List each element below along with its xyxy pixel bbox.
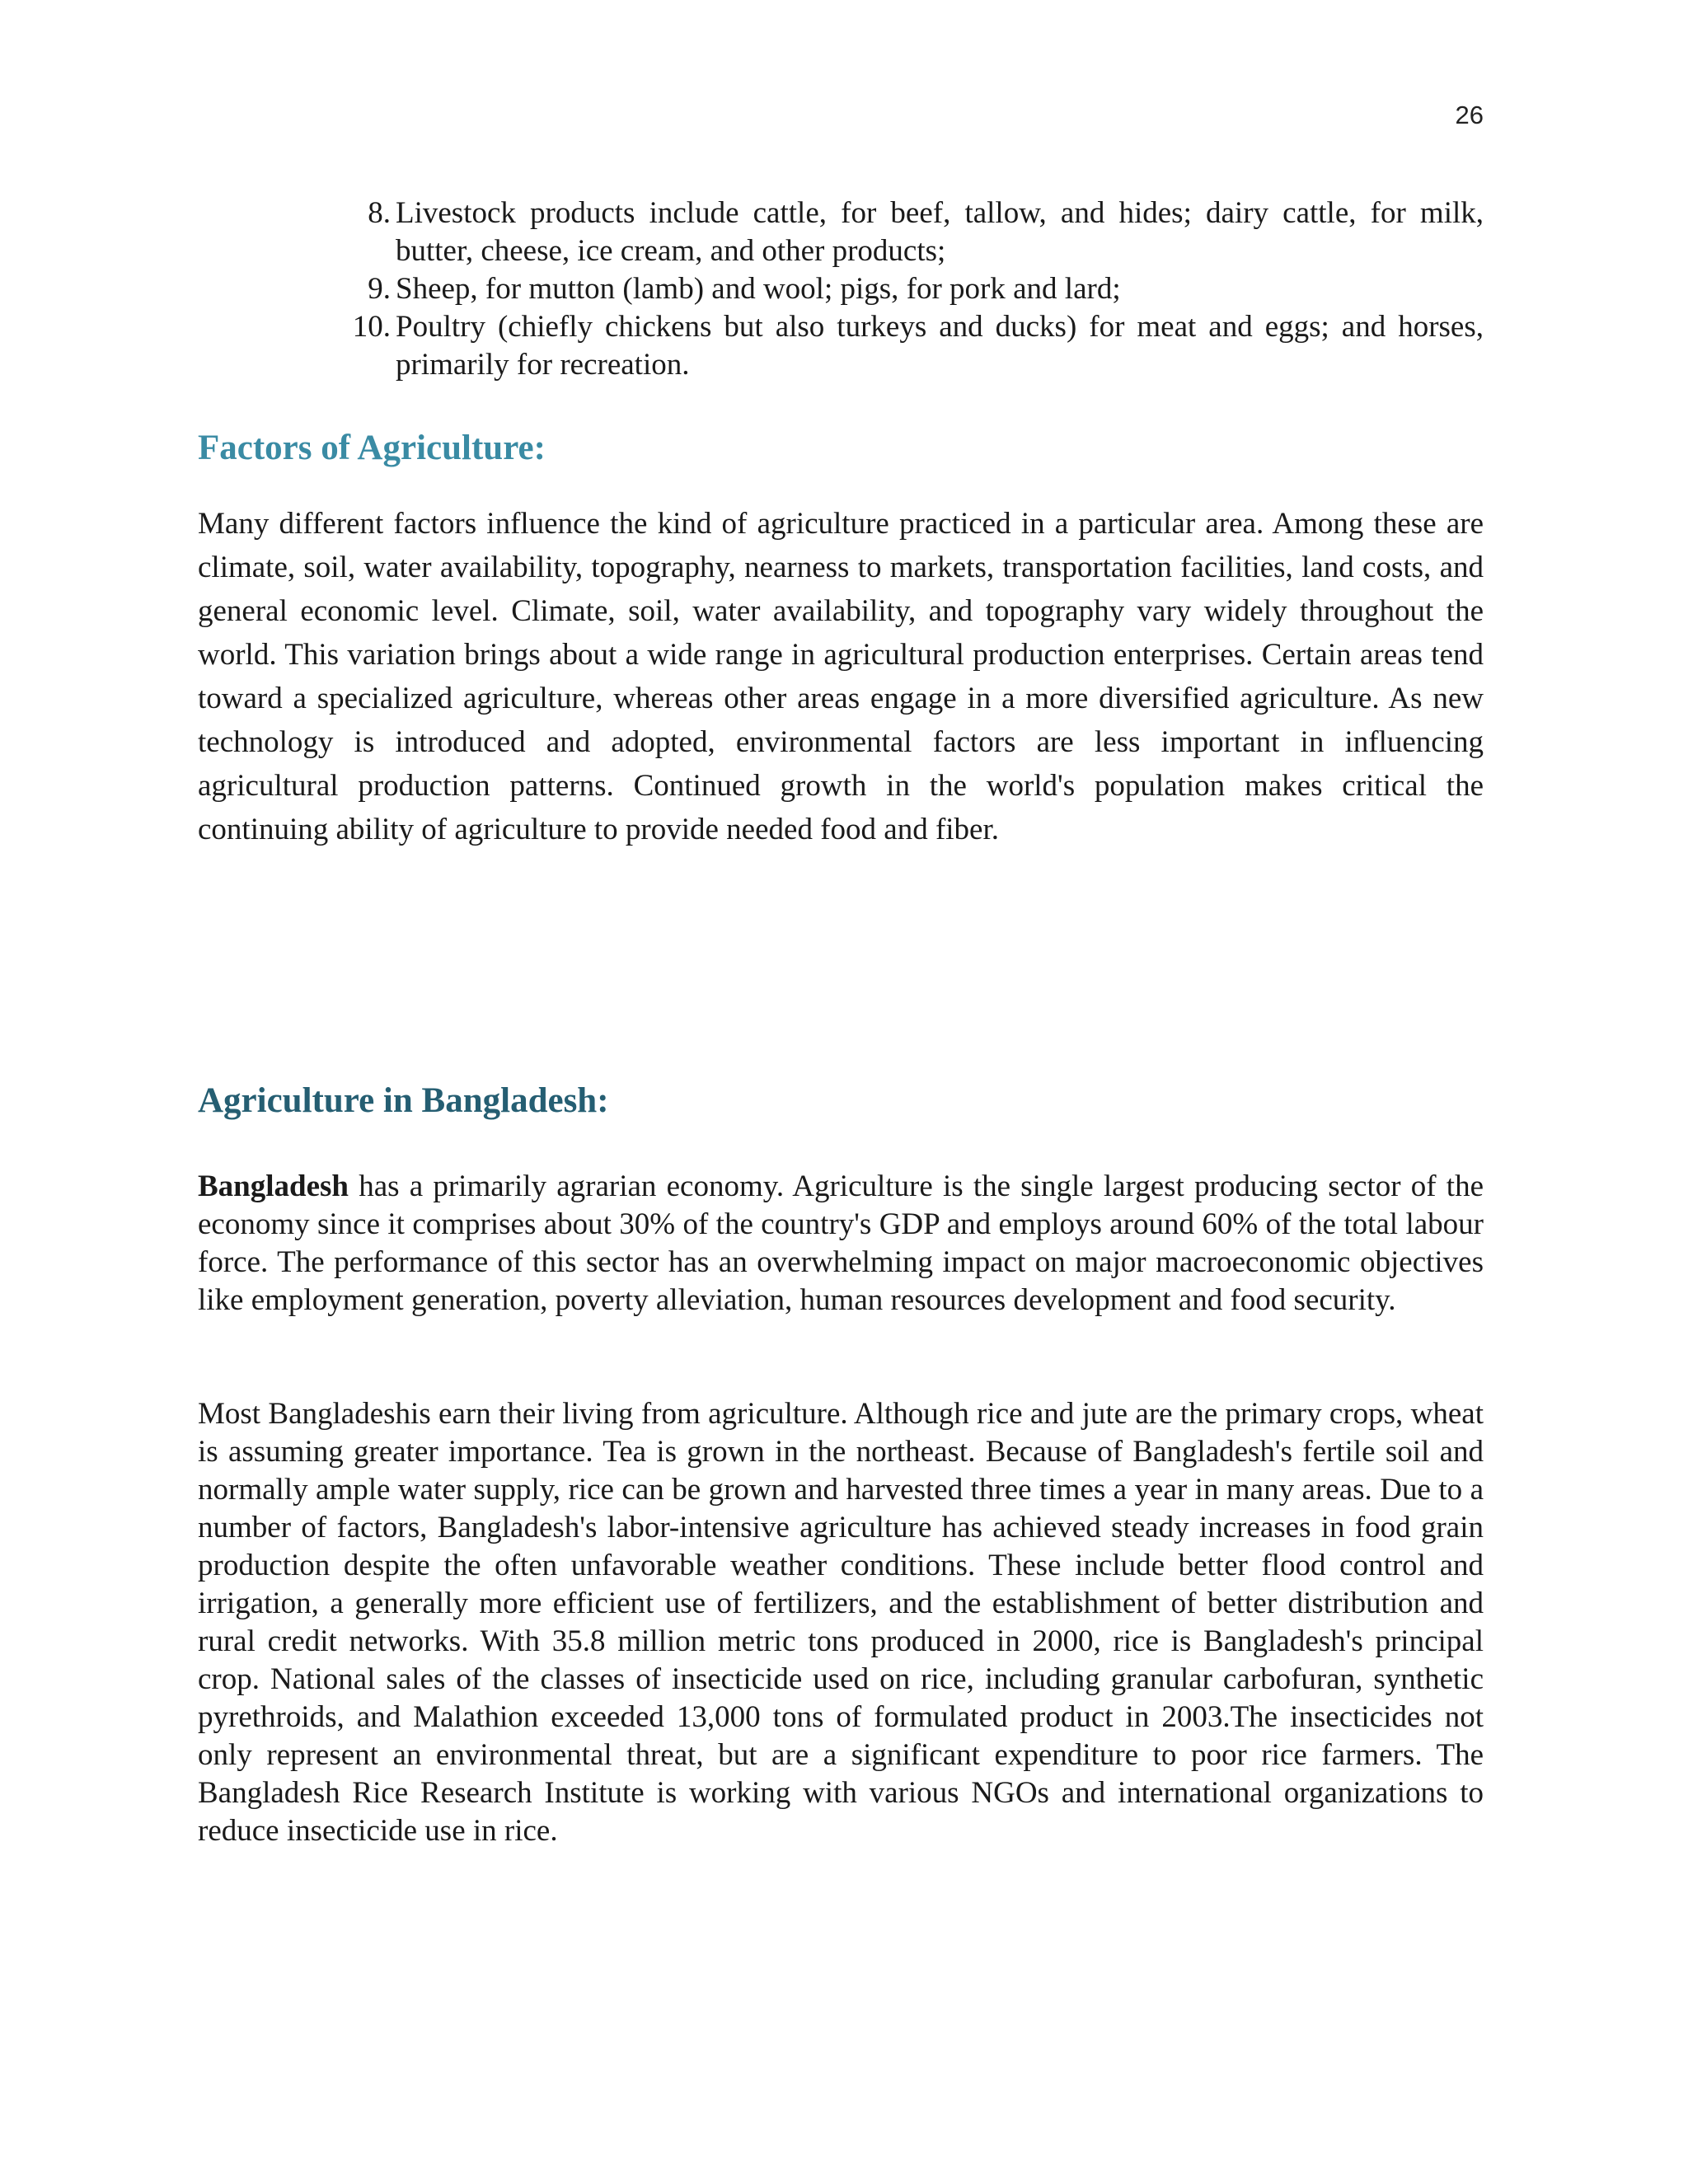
bangladesh-paragraph-2: Most Bangladeshis earn their living from agriculture. Although rice and jute are the primary crops, wheat is assuming greater importance. Tea is grown in the northeast. Because of Bangladesh's fertile soil and normally ample water supply, rice can be grown and harvested three times a year in many areas. Due to a number of factors, Bangladesh's labor-intensive agriculture has achieved steady increases in food grain production despite the often unfavorable weather conditions. These include better flood control and irrigation, a generally more efficient use of fertilizers, and the establishment of better distribution and rural credit networks. With 35.8 million metric tons produced in 2000, rice is Bangladesh's principal crop. National sales of the classes of insecticide used on rice, including granular carbofuran, synthetic pyrethroids, and Malathion exceeded 13,000 tons of formulated product in 2003.The insecticides not only represent an environmental threat, but are a significant expenditure to poor rice farmers. The Bangladesh Rice Research Institute is working with various NGOs and international organizations to reduce insecticide use in rice. xyxy=(198,1397,1484,1848)
list-item-text: Poultry (chiefly chickens but also turkeys and ducks) for meat and eggs; and horses, primarily for recreation. xyxy=(396,310,1484,382)
list-item-text: Sheep, for mutton (lamb) and wool; pigs, for pork and lard; xyxy=(396,272,1121,306)
list-item-number: 8. xyxy=(368,196,391,230)
bangladesh-paragraph-1 xyxy=(198,1168,1484,1319)
livestock-list xyxy=(340,194,1484,384)
bangladesh-paragraph-1-text: has a primarily agrarian economy. Agriculture is the single largest producing sector of the economy since it comprises about 30% of the country's GDP and employs around 60% of the total labour force. The performance of this sector has an overwhelming impact on major macroeconomic objectives like employment generation, poverty alleviation, human resources development and food security. xyxy=(198,1169,1484,1317)
factors-paragraph: Many different factors influence the kind of agriculture practiced in a particular area. Among these are climate, soil, water availability, topography, nearness to markets, transportation facilities, land costs, and general economic level. Climate, soil, water availability, and topography vary widely throughout the world. This variation brings about a wide range in agricultural production enterprises. Certain areas tend toward a specialized agriculture, whereas other areas engage in a more diversified agriculture. As new technology is introduced and adopted, environmental factors are less important in influencing agricultural production patterns. Continued growth in the world's population makes critical the continuing ability of agriculture to provide needed food and fiber. xyxy=(198,507,1484,846)
list-item-number: 10. xyxy=(352,310,391,344)
bangladesh-lead-word: Bangladesh xyxy=(198,1169,349,1203)
list-item xyxy=(340,270,1484,308)
factors-heading: Factors of Agriculture: xyxy=(198,429,546,467)
list-item-text: Livestock products include cattle, for beef, tallow, and hides; dairy cattle, for milk, butter, cheese, ice cream, and other products; xyxy=(396,196,1484,268)
list-item xyxy=(340,194,1484,270)
list-item-number: 9. xyxy=(368,272,391,306)
list-item xyxy=(340,308,1484,384)
bangladesh-heading: Agriculture in Bangladesh: xyxy=(198,1081,609,1120)
page-number: 26 xyxy=(1455,101,1484,129)
